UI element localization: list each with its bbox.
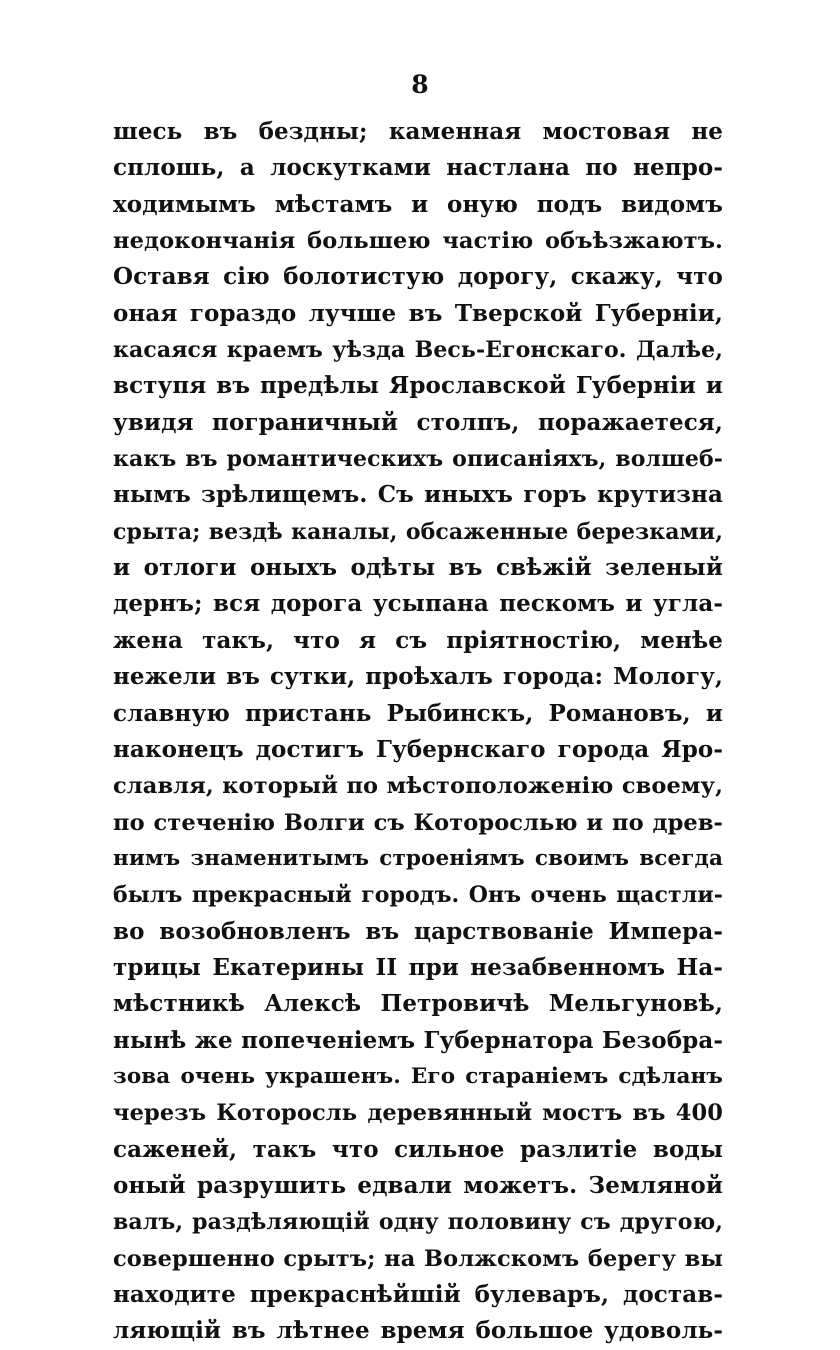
- text-line: нынѣ же попеченіемъ Губернатора Безобра-: [113, 1026, 723, 1054]
- text-line: находите прекраснѣйшій булеваръ, достав-: [113, 1281, 723, 1308]
- text-line: ходимымъ мѣстамъ и оную подъ видомъ: [113, 190, 723, 218]
- text-line: по стеченію Волги съ Которослью и по древ-: [113, 809, 723, 836]
- text-line: срыта; вездѣ каналы, обсаженные березками,: [113, 518, 723, 545]
- text-line: славную пристань Рыбинскъ, Романовъ, и: [113, 699, 723, 727]
- text-line: вступя въ предѣлы Ярославской Губерніи и: [113, 372, 723, 400]
- text-line: оная гораздо лучше въ Тверской Губерніи,: [113, 299, 723, 327]
- text-line: саженей, такъ что сильное разлитіе воды: [113, 1135, 723, 1163]
- text-line: нежели въ сутки, проѣхалъ города: Мологу,: [113, 663, 723, 691]
- text-line: и отлоги оныхъ одѣты въ свѣжій зеленый: [113, 554, 723, 582]
- text-line: касаяся краемъ уѣзда Весь-Егонскаго. Далѣе,: [113, 337, 723, 364]
- text-line: недокончанія большею частію объѣзжаютъ.: [113, 228, 723, 255]
- text-line: шесь въ бездны; каменная мостовая не: [113, 118, 723, 145]
- text-line: трицы Екатерины II при незабвенномъ На-: [113, 953, 723, 981]
- text-line: наконецъ достигъ Губернскаго города Яро-: [113, 735, 723, 763]
- body-text: [113, 114, 723, 1350]
- text-line: дернъ; вся дорога усыпана пескомъ и угла-: [113, 590, 723, 618]
- text-line: ляющій въ лѣтнее время большое удоволь-: [113, 1317, 723, 1345]
- text-line: оный разрушить едвали можетъ. Земляной: [113, 1171, 723, 1199]
- text-line: черезъ Которосль деревянный мостъ въ 400: [113, 1100, 723, 1127]
- text-line: мѣстникѣ Алексѣ Петровичѣ Мельгуновѣ,: [113, 990, 723, 1018]
- text-line: жена такъ, что я съ пріятностію, менѣе: [113, 626, 723, 654]
- text-line: увидя пограничный столпъ, поражаетеся,: [113, 408, 723, 436]
- text-line: зова очень украшенъ. Его стараніемъ сдѣланъ: [113, 1063, 723, 1089]
- text-line: совершенно срытъ; на Волжскомъ берегу вы: [113, 1245, 723, 1272]
- page-number: 8: [411, 70, 429, 99]
- text-line: во возобновленъ въ царствованіе Импера-: [113, 917, 723, 945]
- text-line: какъ въ романтическихъ описаніяхъ, волшеб-: [113, 446, 723, 473]
- text-line: Оставя сію болотистую дорогу, скажу, что: [113, 263, 723, 291]
- text-line: валъ, раздѣляющій одну половину съ другою,: [113, 1209, 723, 1236]
- text-line: нимъ знаменитымъ строеніямъ своимъ всегда: [113, 845, 723, 871]
- text-line: нымъ зрѣлищемъ. Съ иныхъ горъ крутизна: [113, 481, 723, 509]
- text-line: былъ прекрасный городъ. Онъ очень щастли-: [113, 882, 723, 909]
- text-line: сплошь, а лоскутками настлана по непро-: [113, 154, 723, 182]
- text-line: славля, который по мѣстоположенію своему,: [113, 773, 723, 800]
